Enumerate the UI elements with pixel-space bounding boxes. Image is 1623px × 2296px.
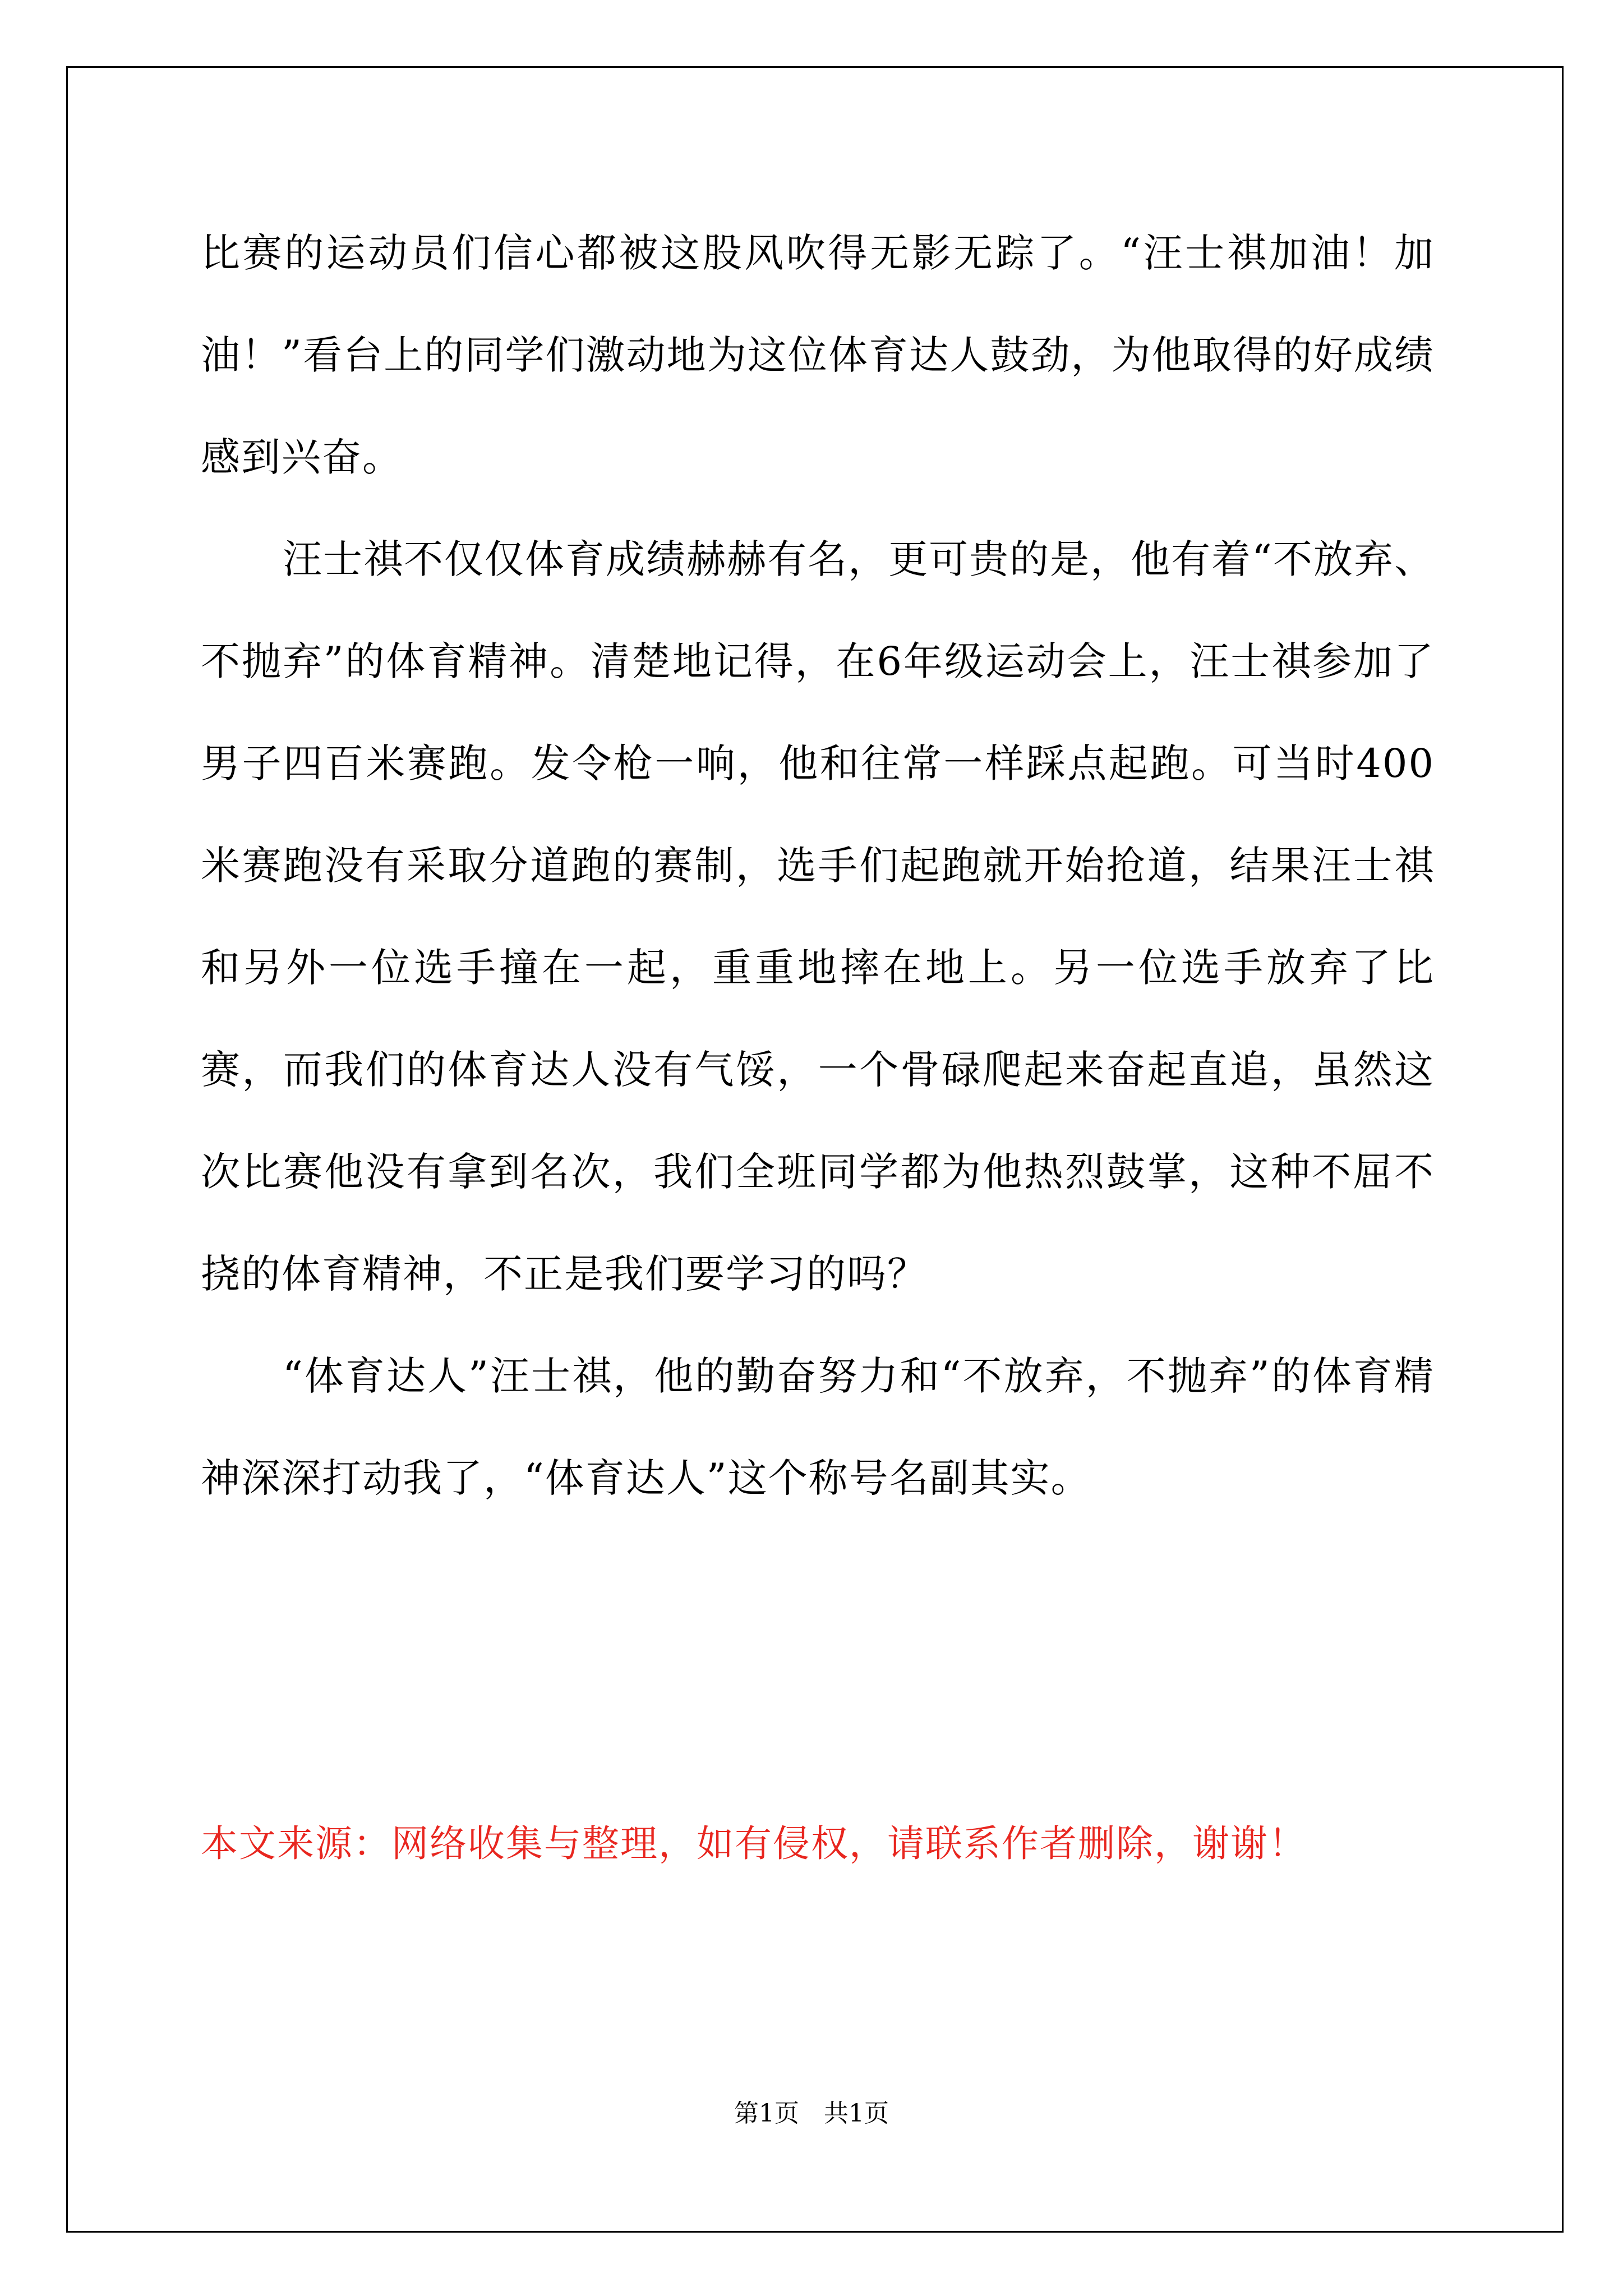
paragraph-3: “体育达人”汪士祺，他的勤奋努力和“不放弃，不抛弃”的体育精神深深打动我了，“体育达人”这个称号名副其实。	[201, 1353, 1435, 1501]
page-number-footer: 第1页 共1页	[734, 2099, 889, 2128]
source-note: 本文来源：网络收集与整理，如有侵权，请联系作者删除，谢谢！	[201, 1822, 1307, 1865]
paragraph-1: 比赛的运动员们信心都被这股风吹得无影无踪了。“汪士祺加油！加油！”看台上的同学们激动地为这位体育达人鼓劲，为他取得的好成绩感到兴奋。	[201, 230, 1435, 480]
paragraph-2: 汪士祺不仅仅体育成绩赫赫有名，更可贵的是，他有着“不放弃、不抛弃”的体育精神。清楚地记得，在6年级运动会上，汪士祺参加了男子四百米赛跑。发令枪一响，他和往常一样踩点起跑。可当时400米赛跑没有采取分道跑的赛制，选手们起跑就开始抢道，结果汪士祺和另外一位选手撞在一起，重重地摔在地上。另一位选手放弃了比赛，而我们的体育达人没有气馁，一个骨碌爬起来奋起直追，虽然这次比赛他没有拿到名次，我们全班同学都为他热烈鼓掌，这种不屈不挠的体育精神，不正是我们要学习的吗？	[201, 536, 1435, 1297]
document-body	[201, 202, 1435, 1529]
